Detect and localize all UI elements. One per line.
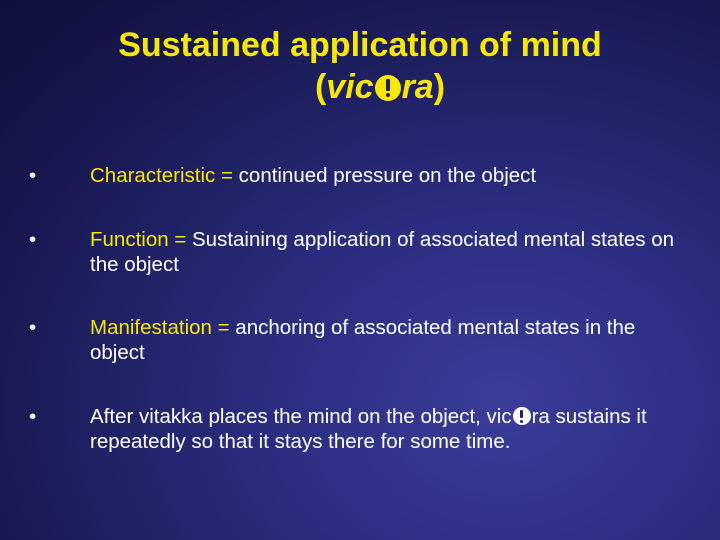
title-word-end: ra — [401, 68, 434, 106]
bullet-body: continued pressure on the object — [232, 164, 537, 187]
bullet-body: Sustaining application of associated mental states on the object — [90, 228, 675, 276]
title-word-start: vic — [326, 68, 374, 106]
bullet-text — [90, 315, 690, 365]
bullet-body-end: ra sustains it repeatedly so that it stays there for some time. — [90, 405, 647, 453]
exclamation-circle-icon — [513, 407, 531, 425]
bullet-marker: • — [29, 164, 37, 187]
title-line-1: Sustained application of mind — [118, 26, 602, 64]
exclamation-circle-icon — [375, 75, 401, 101]
bullet-body-start: After vitakka places the mind on the object, vic — [90, 405, 512, 428]
bullet-text — [90, 227, 690, 277]
bullet-text — [90, 163, 690, 188]
title-close-paren: ) — [433, 68, 446, 106]
bullet-body: anchoring of associated mental states in the object — [90, 316, 636, 364]
bullet-key: Manifestation = — [90, 316, 230, 339]
bullet-marker: • — [29, 405, 37, 428]
slide-title — [0, 24, 720, 108]
title-open-paren: ( — [314, 68, 327, 106]
bullet-key: Function = — [90, 228, 187, 251]
bullet-marker: • — [29, 228, 37, 251]
bullet-marker: • — [29, 316, 37, 339]
bullet-text — [90, 404, 690, 454]
title-line-2 — [0, 66, 720, 108]
bullet-key: Characteristic = — [90, 164, 233, 187]
